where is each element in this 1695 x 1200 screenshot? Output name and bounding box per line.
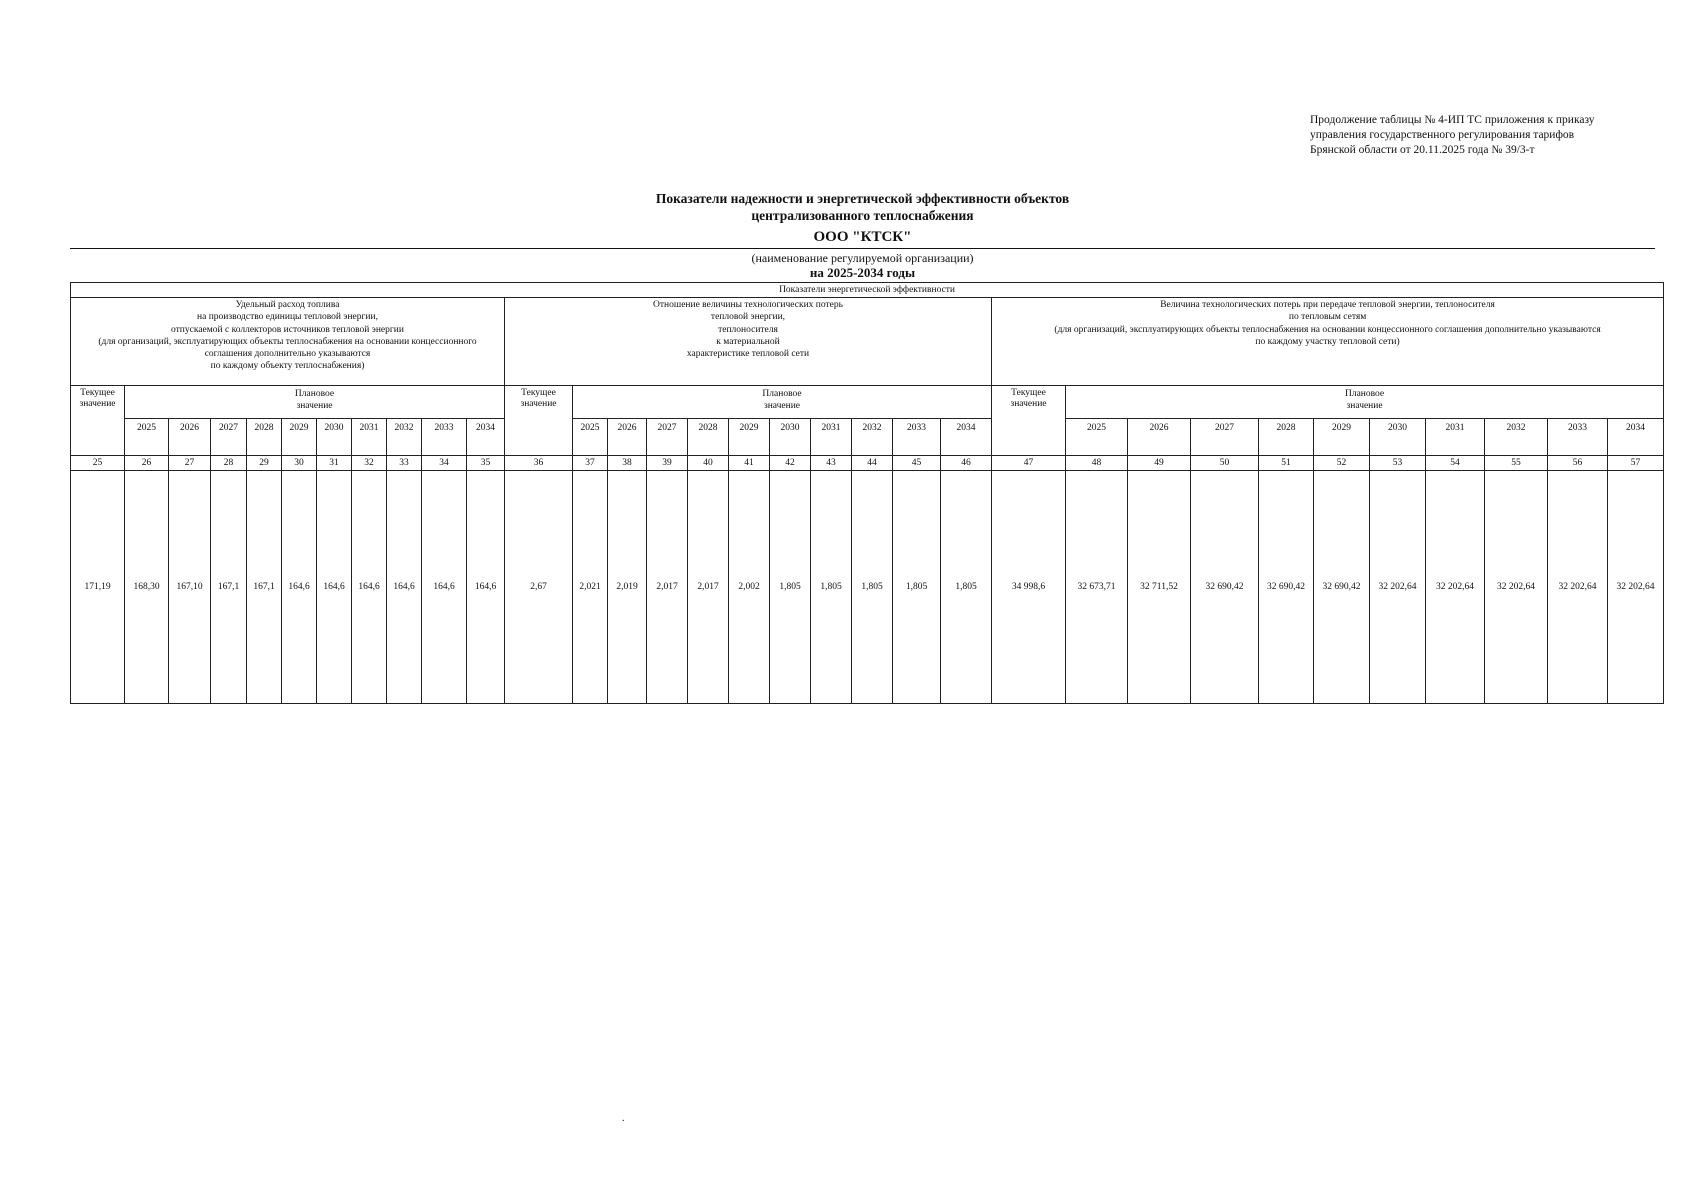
plan-value-cell: 167,1	[247, 471, 282, 704]
plan-value-cell: 167,1	[211, 471, 247, 704]
column-number: 27	[169, 456, 211, 471]
header-row-years	[71, 419, 1664, 456]
plan-value-cell: 1,805	[811, 471, 852, 704]
plan-value-cell: 164,6	[317, 471, 352, 704]
year-header: 2025	[573, 419, 608, 456]
current-value-cell: 171,19	[71, 471, 125, 704]
indicator-title-line: (для организаций, эксплуатирующих объекты теплоснабжения на основании концессионного соглашения дополнительно указываются	[1054, 324, 1601, 335]
column-number: 33	[387, 456, 422, 471]
header-note-line: Брянской области от 20.11.2025 года № 39/3-т	[1310, 144, 1535, 156]
header-note-line: Продолжение таблицы № 4-ИП ТС приложения к приказу	[1310, 114, 1595, 126]
plan-value-header-word: значение	[1346, 401, 1383, 411]
year-header: 2027	[1191, 419, 1259, 456]
indicator-title-line: на производство единицы тепловой энергии,	[197, 312, 378, 323]
year-header: 2032	[1485, 419, 1548, 456]
year-header: 2029	[282, 419, 317, 456]
column-number: 44	[852, 456, 893, 471]
column-number: 55	[1485, 456, 1548, 471]
column-number: 48	[1066, 456, 1128, 471]
title-line: централизованного теплоснабжения	[751, 208, 974, 223]
plan-value-cell: 164,6	[422, 471, 467, 704]
year-header: 2027	[211, 419, 247, 456]
column-number: 29	[247, 456, 282, 471]
plan-value-header-word: Плановое	[762, 389, 802, 399]
plan-value-cell: 168,30	[125, 471, 169, 704]
year-header: 2032	[387, 419, 422, 456]
plan-value-cell: 32 202,64	[1426, 471, 1485, 704]
column-number: 38	[608, 456, 647, 471]
column-number: 54	[1426, 456, 1485, 471]
year-header: 2026	[608, 419, 647, 456]
column-number: 43	[811, 456, 852, 471]
current-value-header-word: значение	[79, 399, 116, 409]
organization-name: ООО "КТСК"	[813, 229, 912, 245]
organization-caption: (наименование регулируемой организации)	[751, 251, 974, 265]
plan-value-cell: 2,017	[647, 471, 688, 704]
year-header: 2031	[811, 419, 852, 456]
indicator-title-line: характеристике тепловой сети	[686, 349, 810, 360]
plan-value-cell: 32 711,52	[1128, 471, 1191, 704]
current-value-cell: 34 998,6	[992, 471, 1066, 704]
year-header: 2031	[352, 419, 387, 456]
period-label: на 2025-2034 годы	[809, 265, 916, 280]
plan-value-cell: 32 690,42	[1314, 471, 1370, 704]
year-header: 2033	[893, 419, 941, 456]
year-header: 2029	[1314, 419, 1370, 456]
column-number: 34	[422, 456, 467, 471]
indicator-title-line: (для организаций, эксплуатирующих объекты теплоснабжения на основании концессионного	[98, 336, 477, 347]
plan-value-header	[1066, 386, 1664, 419]
plan-value-cell: 2,017	[688, 471, 729, 704]
plan-value-header-word: Плановое	[1344, 389, 1385, 399]
plan-value-cell: 1,805	[941, 471, 992, 704]
document-title	[70, 190, 1655, 224]
year-header: 2025	[1066, 419, 1128, 456]
energy-efficiency-header: Показатели энергетической эффективности	[71, 283, 1664, 298]
plan-value-header-word: значение	[763, 401, 801, 411]
column-number: 40	[688, 456, 729, 471]
indicator-title-line: теплоносителя	[718, 324, 778, 335]
column-number: 45	[893, 456, 941, 471]
column-number: 42	[770, 456, 811, 471]
indicator-title-line: тепловой энергии,	[710, 312, 786, 323]
year-header: 2034	[467, 419, 505, 456]
header-row-top	[71, 283, 1664, 298]
organization-underline	[70, 248, 1655, 249]
plan-value-cell: 2,019	[608, 471, 647, 704]
column-number: 30	[282, 456, 317, 471]
values-row	[71, 471, 1664, 704]
indicator-title-2	[505, 298, 992, 386]
year-header: 2026	[169, 419, 211, 456]
indicator-title-line: к материальной	[716, 336, 780, 347]
indicator-title-line: Отношение величины технологических потерь	[653, 300, 843, 310]
year-header: 2030	[1370, 419, 1426, 456]
column-number: 56	[1548, 456, 1608, 471]
year-header: 2034	[1608, 419, 1664, 456]
current-value-header	[992, 386, 1066, 456]
plan-value-cell: 164,6	[282, 471, 317, 704]
plan-value-cell: 32 202,64	[1485, 471, 1548, 704]
plan-value-cell: 2,021	[573, 471, 608, 704]
indicator-title-1	[71, 298, 505, 386]
column-number: 35	[467, 456, 505, 471]
plan-value-cell: 164,6	[467, 471, 505, 704]
current-value-header	[505, 386, 573, 456]
plan-value-cell: 32 202,64	[1370, 471, 1426, 704]
plan-value-cell: 32 202,64	[1608, 471, 1664, 704]
plan-value-cell: 32 690,42	[1191, 471, 1259, 704]
plan-value-header-word: значение	[296, 401, 333, 411]
column-number: 32	[352, 456, 387, 471]
year-header: 2028	[688, 419, 729, 456]
plan-value-cell: 32 673,71	[1066, 471, 1128, 704]
plan-value-cell: 1,805	[893, 471, 941, 704]
indicators-table	[70, 282, 1664, 704]
indicator-title-line: по тепловым сетям	[1288, 312, 1367, 323]
column-number: 41	[729, 456, 770, 471]
plan-value-cell: 32 202,64	[1548, 471, 1608, 704]
current-value-header-word: Текущее	[1011, 388, 1046, 398]
column-number: 51	[1259, 456, 1314, 471]
column-number: 50	[1191, 456, 1259, 471]
column-number: 36	[505, 456, 573, 471]
current-value-header-word: значение	[520, 399, 557, 409]
title-line: Показатели надежности и энергетической эффективности объектов	[655, 191, 1070, 206]
current-value-header-word: значение	[1010, 399, 1047, 409]
plan-value-cell: 1,805	[770, 471, 811, 704]
column-number: 28	[211, 456, 247, 471]
plan-value-cell: 167,10	[169, 471, 211, 704]
column-number: 49	[1128, 456, 1191, 471]
indicator-title-line: отпускаемой с коллекторов источников тепловой энергии	[171, 324, 404, 335]
stray-mark: .	[622, 1113, 625, 1124]
column-number: 25	[71, 456, 125, 471]
year-header: 2034	[941, 419, 992, 456]
plan-value-cell: 164,6	[352, 471, 387, 704]
plan-value-header	[573, 386, 992, 419]
plan-value-cell: 164,6	[387, 471, 422, 704]
current-value-header	[71, 386, 125, 456]
indicator-title-line: по каждому объекту теплоснабжения)	[210, 361, 365, 372]
plan-value-header-word: Плановое	[294, 389, 335, 399]
plan-value-cell: 1,805	[852, 471, 893, 704]
plan-value-cell: 32 690,42	[1259, 471, 1314, 704]
year-header: 2031	[1426, 419, 1485, 456]
plan-value-cell: 2,002	[729, 471, 770, 704]
year-header: 2033	[1548, 419, 1608, 456]
header-row-value-type	[71, 386, 1664, 419]
column-number: 37	[573, 456, 608, 471]
column-number: 46	[941, 456, 992, 471]
year-header: 2030	[317, 419, 352, 456]
indicator-title-3	[992, 298, 1664, 386]
column-number: 53	[1370, 456, 1426, 471]
year-header: 2026	[1128, 419, 1191, 456]
year-header: 2025	[125, 419, 169, 456]
current-value-header-word: Текущее	[521, 388, 556, 398]
year-header: 2028	[247, 419, 282, 456]
column-number: 57	[1608, 456, 1664, 471]
header-note-line: управления государственного регулирования тарифов	[1310, 129, 1575, 141]
indicator-title-line: соглашения дополнительно указываются	[204, 349, 371, 360]
year-header: 2030	[770, 419, 811, 456]
column-number-row	[71, 456, 1664, 471]
year-header: 2032	[852, 419, 893, 456]
column-number: 47	[992, 456, 1066, 471]
year-header: 2029	[729, 419, 770, 456]
column-number: 39	[647, 456, 688, 471]
year-header: 2033	[422, 419, 467, 456]
current-value-cell: 2,67	[505, 471, 573, 704]
indicator-title-line: по каждому участку тепловой сети)	[1255, 336, 1400, 347]
column-number: 26	[125, 456, 169, 471]
current-value-header-word: Текущее	[80, 388, 115, 398]
header-note	[1310, 113, 1650, 158]
indicator-title-line: Величина технологических потерь при передаче тепловой энергии, теплоносителя	[1160, 300, 1495, 310]
column-number: 31	[317, 456, 352, 471]
column-number: 52	[1314, 456, 1370, 471]
header-row-indicators	[71, 298, 1664, 386]
year-header: 2028	[1259, 419, 1314, 456]
plan-value-header	[125, 386, 505, 419]
year-header: 2027	[647, 419, 688, 456]
indicator-title-line: Удельный расход топлива	[235, 300, 340, 310]
